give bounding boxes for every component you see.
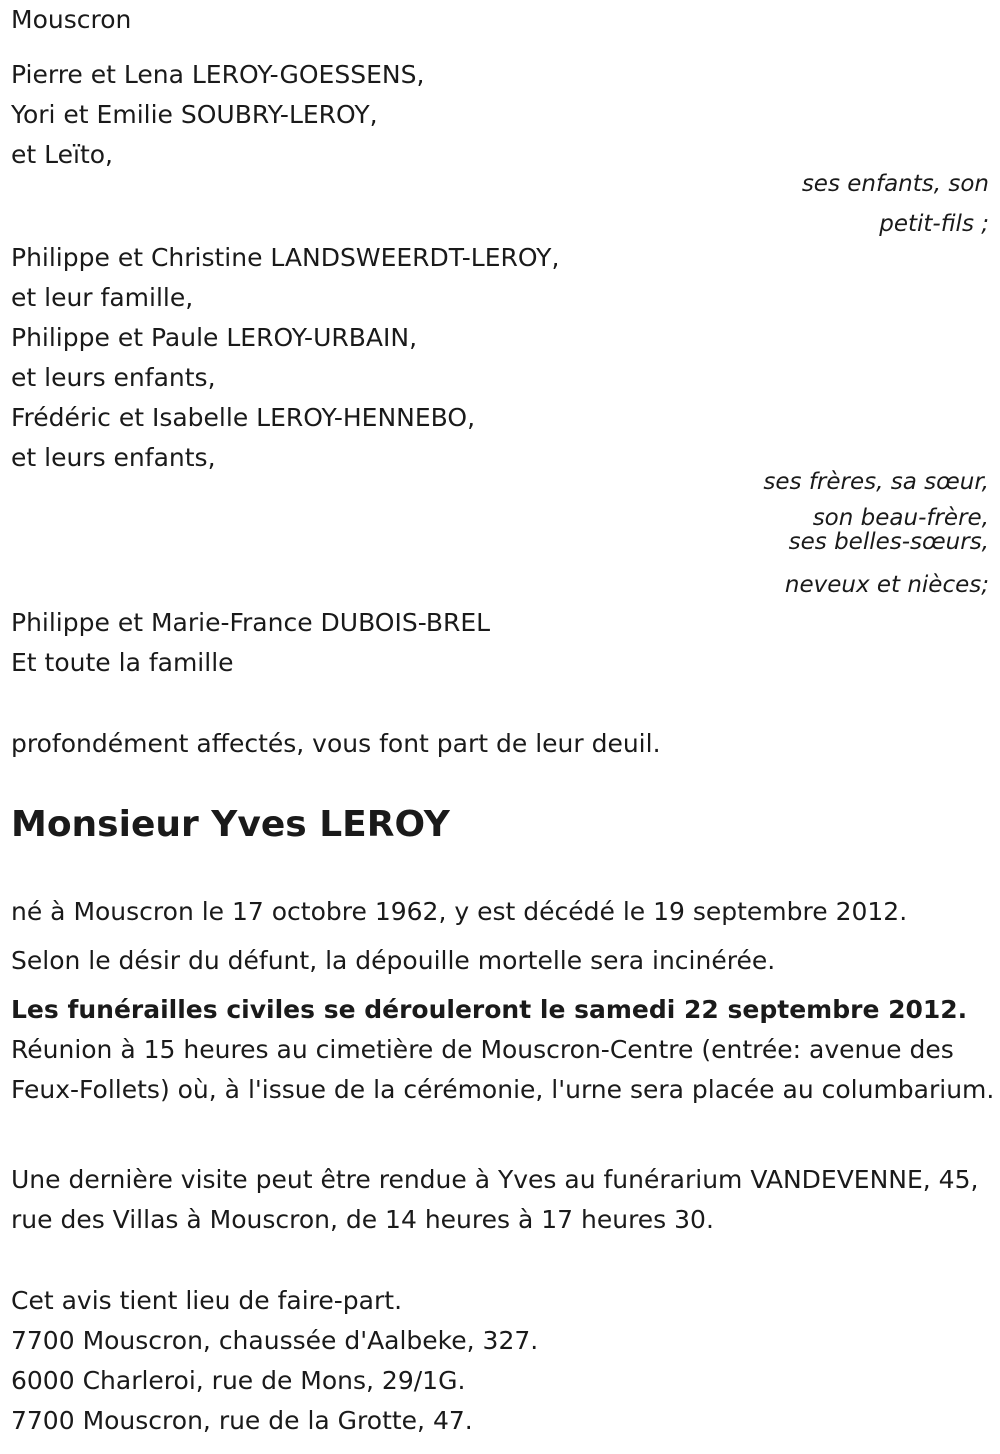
closing-line: 7700 Mouscron, chaussée d'Aalbeke, 327. — [11, 1326, 539, 1355]
role-line: petit-fils ; — [879, 211, 989, 237]
visit-info: Une dernière visite peut être rendue à Yves au funérarium VANDEVENNE, 45, rue des Villas à Mouscron, de 14 heures à 17 heures 30. — [11, 1165, 979, 1234]
list-item: Philippe et Christine LANDSWEERDT-LEROY, — [11, 243, 560, 272]
role-line: ses frères, sa sœur, — [763, 469, 989, 495]
list-item: et leurs enfants, — [11, 443, 216, 472]
funeral-details — [11, 990, 996, 1110]
siblings-role — [763, 466, 989, 600]
list-item: et leur famille, — [11, 283, 194, 312]
children-role — [802, 164, 989, 244]
funeral-date: Les funérailles civiles se dérouleront le samedi 22 septembre 2012. — [11, 995, 968, 1024]
list-item: Yori et Emilie SOUBRY-LEROY, — [11, 100, 378, 129]
list-item: et Leïto, — [11, 140, 113, 169]
announcement: profondément affectés, vous font part de leur deuil. — [11, 729, 661, 758]
role-line: son beau-frère, — [812, 505, 989, 531]
cremation-note: Selon le désir du défunt, la dépouille mortelle sera incinérée. — [11, 946, 776, 975]
closing-line: 6000 Charleroi, rue de Mons, 29/1G. — [11, 1366, 466, 1395]
city-heading: Mouscron — [11, 5, 132, 34]
role-line: ses enfants, son — [801, 171, 989, 197]
list-item: Et toute la famille — [11, 648, 234, 677]
list-item: Frédéric et Isabelle LEROY-HENNEBO, — [11, 403, 476, 432]
list-item: Philippe et Paule LEROY-URBAIN, — [11, 323, 418, 352]
role-line: ses belles-sœurs, — [788, 529, 989, 555]
closing-line: Cet avis tient lieu de faire-part. — [11, 1286, 403, 1315]
birth-death: né à Mouscron le 17 octobre 1962, y est décédé le 19 septembre 2012. — [11, 897, 908, 926]
others-list — [11, 603, 490, 683]
list-item: et leurs enfants, — [11, 363, 216, 392]
closing-block — [11, 1281, 538, 1441]
siblings-list — [11, 238, 559, 478]
deceased-name: Monsieur Yves LEROY — [11, 804, 450, 845]
list-item: Pierre et Lena LEROY-GOESSENS, — [11, 60, 425, 89]
closing-line: 7700 Mouscron, rue de la Grotte, 47. — [11, 1406, 473, 1435]
children-list — [11, 55, 424, 175]
list-item: Philippe et Marie-France DUBOIS-BREL — [11, 608, 491, 637]
funeral-location: Réunion à 15 heures au cimetière de Mouscron-Centre (entrée: avenue des Feux-Follets) où, à l'issue de la cérémonie, l'urne sera placée au columbarium. — [11, 1035, 995, 1104]
role-line: neveux et nièces; — [784, 572, 989, 598]
